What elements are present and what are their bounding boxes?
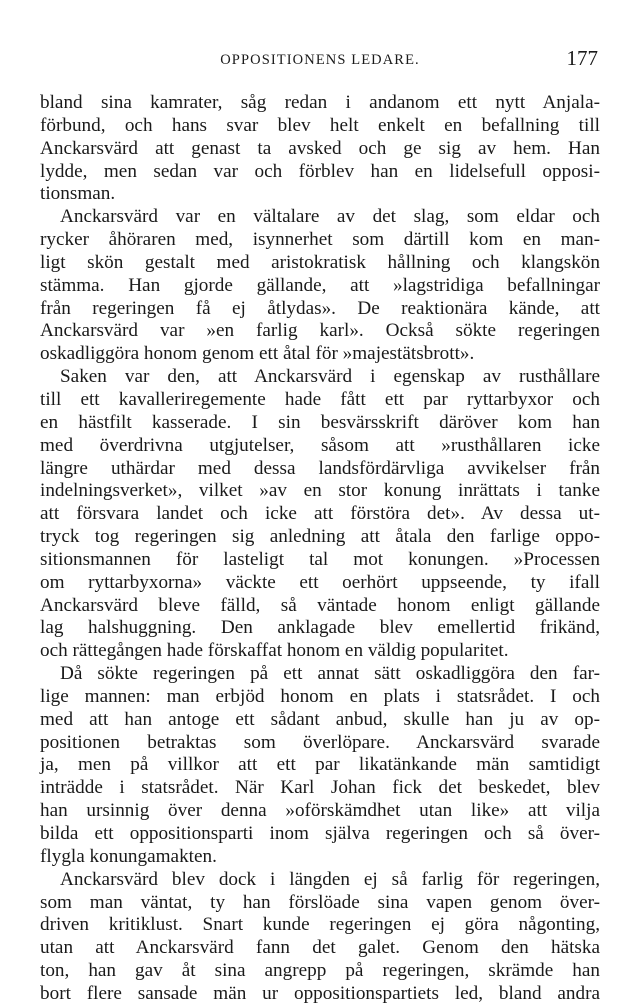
text-line: ton, han gav åt sina angrepp på regeringen, skrämde han	[40, 960, 600, 982]
text-line: lydde, men sedan var och förblev han en lidelsefull opposi-	[40, 160, 600, 182]
text-line: Anckarsvärd blev dock i längden ej så farlig för regeringen,	[60, 868, 600, 890]
text-line: bilda ett oppositionsparti inom själva regeringen och så över-	[40, 823, 600, 844]
text-line: utan att Anckarsvärd fann det galet. Genom den hätska	[40, 937, 600, 959]
text-line: positionen betraktas som överlöpare. Anckarsvärd svarade	[40, 731, 600, 753]
body-text	[40, 92, 600, 1006]
text-line: oskadliggöra honom genom ett åtal för »majestätsbrott».	[40, 343, 475, 365]
text-line: med överdrivna utgjutelser, såsom att »rusthållaren icke	[40, 434, 600, 456]
text-line: flygla konungamakten.	[40, 845, 217, 867]
text-line: lag halshuggning. Den anklagade blev emellertid frikänd,	[40, 617, 600, 639]
text-line: bland sina kamrater, såg redan i andanom ett nytt Anjala-	[40, 92, 600, 113]
text-line: ligt skön gestalt med aristokratisk hållning och klangskön	[40, 251, 600, 273]
text-line: att försvara landet och icke att förstöra det». Av dessa ut-	[40, 503, 600, 525]
text-line: inträdde i statsrådet. När Karl Johan fick det beskedet, blev	[40, 777, 600, 799]
text-line: tryck tog regeringen sig anledning att åtala den farlige oppo-	[40, 526, 600, 548]
text-line: förbund, och hans svar blev helt enkelt en befallning till	[40, 114, 600, 136]
text-line: sitionsmannen för lasteligt tal mot konungen. »Processen	[40, 548, 600, 570]
text-line: till ett kavalleriregemente hade fått ett par ryttarbyxor och	[40, 388, 600, 410]
text-line: Anckarsvärd att genast ta avsked och ge sig av hem. Han	[40, 137, 600, 159]
text-line: som man väntat, ty han förslöade sina vapen genom över-	[40, 891, 600, 913]
text-line: indelningsverket», vilket »av en stor konung inrättats i tanke	[40, 480, 600, 502]
text-line: Då sökte regeringen på ett annat sätt oskadliggöra den far-	[60, 663, 600, 685]
text-line: om ryttarbyxorna» väckte ett oerhört uppseende, ty ifall	[40, 571, 600, 593]
text-line: Anckarsvärd var en vältalare av det slag, som eldar och	[60, 206, 600, 228]
text-line: och rättegången hade förskaffat honom en väldig popularitet.	[40, 640, 509, 662]
text-line: tionsman.	[40, 183, 116, 205]
text-line: längre uthärdar med dessa landsfördärvliga avvikelser från	[40, 457, 600, 479]
running-title: OPPOSITIONENS LEDARE.	[220, 52, 420, 68]
text-line: lige mannen: man erbjöd honom en plats i statsrådet. I och	[40, 685, 600, 707]
text-line: Anckarsvärd var »en farlig karl». Också sökte regeringen	[40, 320, 600, 342]
text-line: Saken var den, att Anckarsvärd i egenskap av rusthållare	[60, 366, 600, 388]
page-number: 177	[566, 46, 598, 70]
text-line: från regeringen få ej åtlydas». De reaktionära kände, att	[40, 297, 600, 319]
text-line: ja, men på villkor att ett par likatänkande män samtidigt	[40, 754, 600, 776]
page-header	[40, 46, 600, 76]
text-line: bort flere sansade män ur oppositionspartiets led, bland andra	[40, 982, 600, 1004]
text-line: rycker åhöraren med, isynnerhet som därtill kom en man-	[40, 229, 600, 251]
text-line: han ursinnig över denna »oförskämdhet utan like» att vilja	[40, 800, 600, 822]
text-line: Anckarsvärd bleve fälld, så väntade honom enligt gällande	[40, 594, 600, 616]
text-line: stämma. Han gjorde gällande, att »lagstridiga befallningar	[40, 274, 600, 296]
text-line: en hästfilt kasserade. I sin besvärsskrift däröver kom han	[40, 411, 600, 433]
text-line: driven kritiklust. Snart kunde regeringen ej göra någonting,	[40, 914, 600, 936]
text-line: med att han antoge ett sådant anbud, skulle han ju av op-	[40, 708, 600, 730]
